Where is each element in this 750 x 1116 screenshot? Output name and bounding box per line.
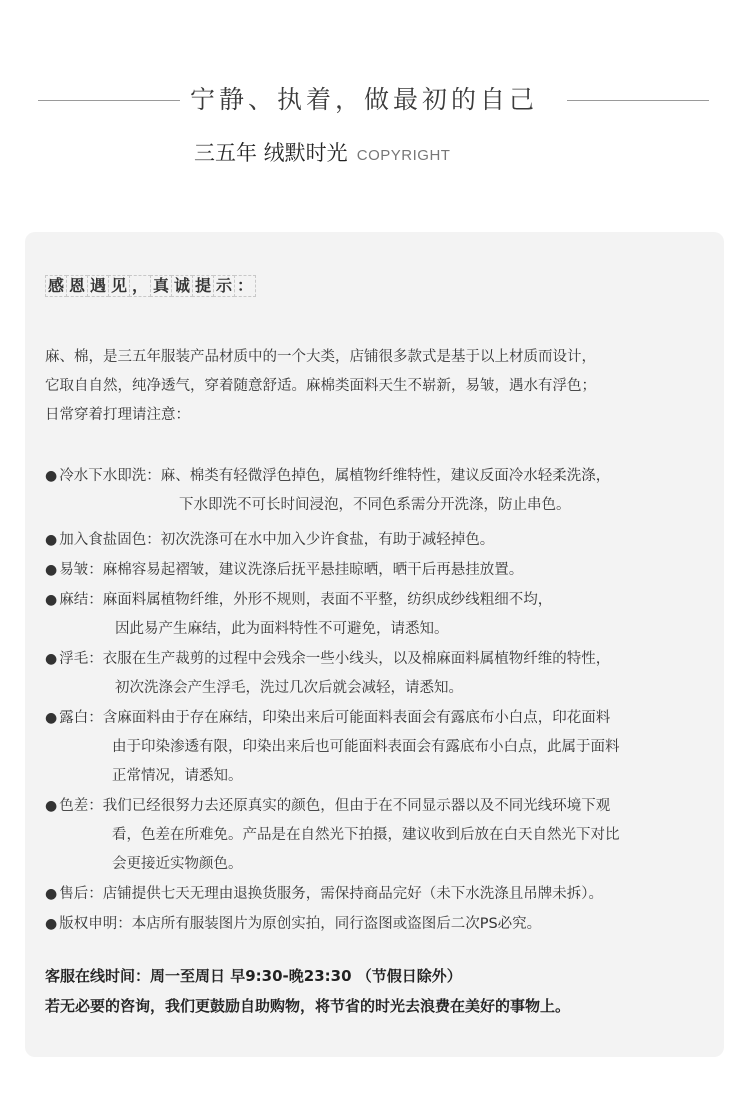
care-item <box>45 645 717 703</box>
bullet-icon: ● <box>45 592 58 608</box>
bullet-icon: ● <box>45 651 58 667</box>
notice-footer <box>45 961 715 1021</box>
title-char-cell: 真 <box>150 275 172 297</box>
title-char-cell: 提 <box>192 275 214 297</box>
service-hours: 客服在线时间：周一至周日 早9:30-晚23:30 （节假日除外） <box>45 967 462 985</box>
intro-line: 日常穿着打理请注意： <box>45 407 190 423</box>
notice-title <box>45 275 255 297</box>
title-char-cell: 遇 <box>87 275 109 297</box>
care-item-text: 色差：我们已经很努力去还原真实的颜色，但由于在不同显示器以及不同光线环境下观 <box>59 798 611 814</box>
care-item <box>45 526 717 555</box>
bullet-icon: ● <box>45 710 58 726</box>
title-char-cell: 见 <box>108 275 130 297</box>
title-char-cell: 感 <box>45 275 67 297</box>
care-item <box>45 704 717 791</box>
care-item <box>45 462 717 520</box>
care-item-first-line <box>45 556 717 585</box>
title-char-cell: 示 <box>213 275 235 297</box>
header-rule-right <box>567 100 709 101</box>
care-items-list <box>45 462 717 939</box>
care-item-continuation: 下水即洗不可长时间浸泡，不同色系需分开洗涤，防止串色。 <box>179 497 571 513</box>
care-item <box>45 556 717 585</box>
care-item-first-line <box>45 792 717 821</box>
intro-line: 它取自自然，纯净透气，穿着随意舒适。麻棉类面料天生不崭新，易皱，遇水有浮色； <box>45 378 596 394</box>
care-item-text: 露白：含麻面料由于存在麻结，印染出来后可能面料表面会有露底布小白点，印花面料 <box>59 710 611 726</box>
bullet-icon: ● <box>45 798 58 814</box>
care-item-text: 售后：店铺提供七天无理由退换货服务，需保持商品完好（未下水洗涤且吊牌未拆）。 <box>59 886 603 902</box>
care-item-text: 冷水下水即洗：麻、棉类有轻微浮色掉色，属植物纤维特性，建议反面冷水轻柔洗涤， <box>59 468 611 484</box>
title-char-cell: ： <box>234 275 256 297</box>
care-item-text: 版权申明：本店所有服装图片为原创实拍，同行盗图或盗图后二次PS必究。 <box>59 916 542 932</box>
care-item-text: 浮毛：衣服在生产裁剪的过程中会残余一些小线头，以及棉麻面料属植物纤维的特性， <box>59 651 611 667</box>
care-item-continuation: 看，色差在所难免。产品是在自然光下拍摄，建议收到后放在白天自然光下对比 <box>112 827 620 843</box>
title-char-cell: 诚 <box>171 275 193 297</box>
care-item-continuation: 由于印染渗透有限，印染出来后也可能面料表面会有露底布小白点，此属于面料 <box>112 739 620 755</box>
title-char-cell: ， <box>129 275 151 297</box>
care-item <box>45 586 717 644</box>
page-headline: 宁静、执着，做最初的自己 <box>190 85 539 114</box>
care-item-text: 麻结：麻面料属植物纤维，外形不规则，表面不平整，纺织成纱线粗细不均， <box>59 592 553 608</box>
care-item-first-line <box>45 462 717 491</box>
bullet-icon: ● <box>45 468 58 484</box>
care-item-continuation: 初次洗涤会产生浮毛，洗过几次后就会减轻，请悉知。 <box>115 680 463 696</box>
care-item-first-line <box>45 704 717 733</box>
care-item-first-line <box>45 880 717 909</box>
care-item-text: 易皱：麻棉容易起褶皱，建议洗涤后抚平悬挂晾晒，晒干后再悬挂放置。 <box>59 562 524 578</box>
brand-name: 三五年 绒默时光 <box>194 141 348 165</box>
closing-note: 若无必要的咨询，我们更鼓励自助购物，将节省的时光去浪费在美好的事物上。 <box>45 997 571 1015</box>
bullet-icon: ● <box>45 532 58 548</box>
brand-subtitle <box>194 137 450 167</box>
care-item-first-line <box>45 526 717 555</box>
intro-line: 麻、棉，是三五年服装产品材质中的一个大类，店铺很多款式是基于以上材质而设计， <box>45 349 596 365</box>
header-rule-left <box>38 100 180 101</box>
title-char-cell: 恩 <box>66 275 88 297</box>
care-item-continuation: 会更接近实物颜色。 <box>112 856 243 872</box>
care-item-continuation: 因此易产生麻结，此为面料特性不可避免，请悉知。 <box>115 621 449 637</box>
care-item-text: 加入食盐固色：初次洗涤可在水中加入少许食盐，有助于减轻掉色。 <box>59 532 495 548</box>
care-notice-card <box>25 232 724 1057</box>
care-item-first-line <box>45 586 717 615</box>
bullet-icon: ● <box>45 916 58 932</box>
care-item-first-line <box>45 645 717 674</box>
notice-intro <box>45 343 715 430</box>
care-item <box>45 880 717 909</box>
care-item <box>45 792 717 879</box>
copyright-label: COPYRIGHT <box>356 147 451 164</box>
care-item-first-line <box>45 910 717 939</box>
bullet-icon: ● <box>45 886 58 902</box>
care-item <box>45 910 717 939</box>
bullet-icon: ● <box>45 562 58 578</box>
care-item-continuation: 正常情况，请悉知。 <box>112 768 243 784</box>
